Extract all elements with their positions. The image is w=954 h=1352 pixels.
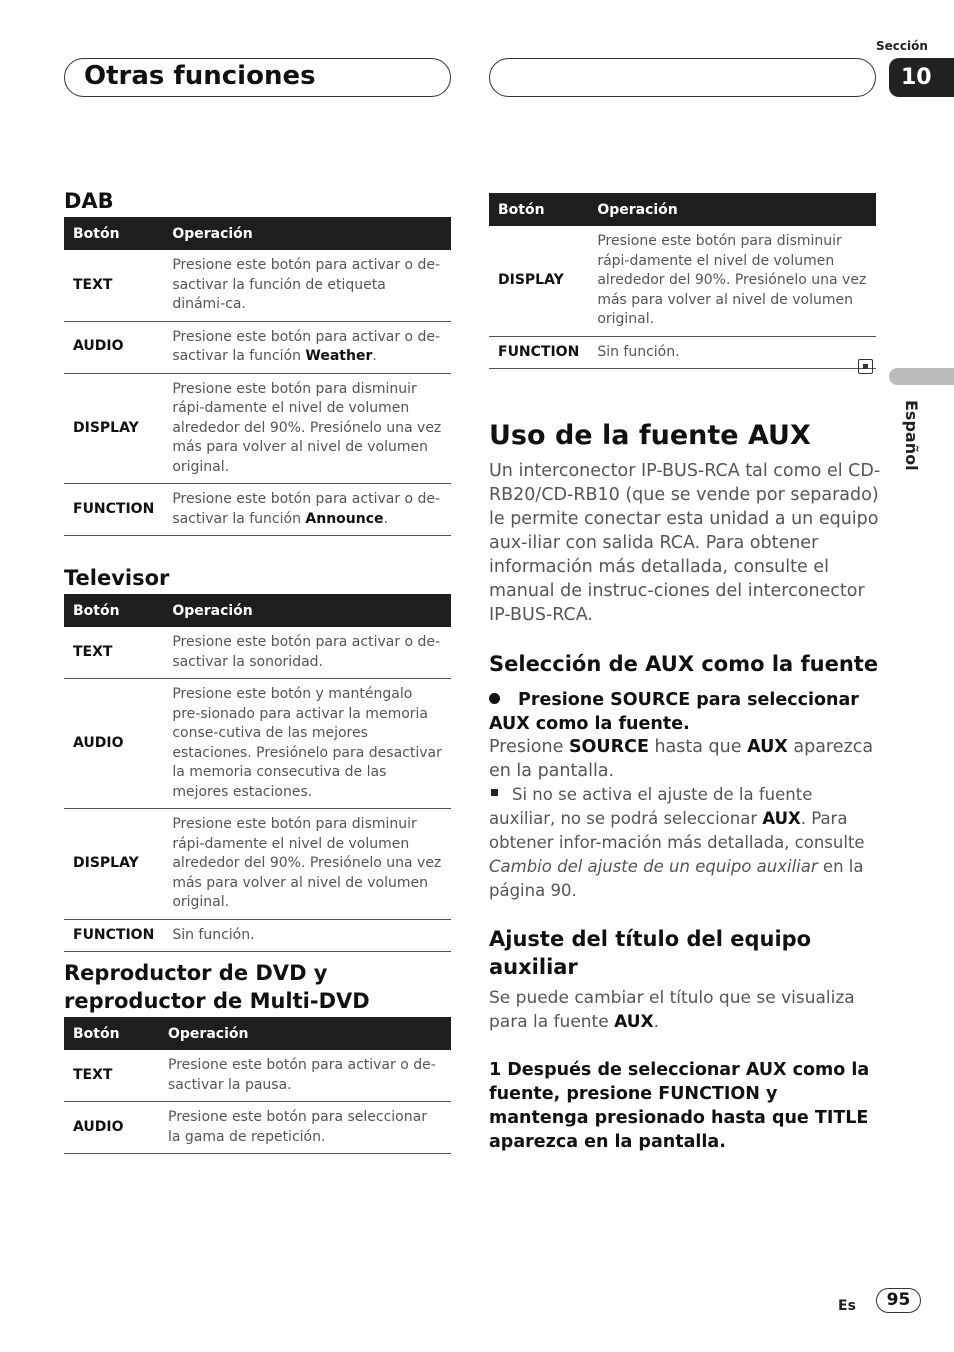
table-row bbox=[64, 627, 451, 679]
col-header-button: Botón bbox=[64, 1017, 159, 1050]
button-cell: TEXT bbox=[64, 1050, 159, 1102]
button-cell: FUNCTION bbox=[64, 484, 163, 536]
col-header-operation: Operación bbox=[163, 217, 451, 250]
operation-cell: Sin función. bbox=[588, 336, 876, 369]
aux-heading: Uso de la fuente AUX bbox=[489, 420, 811, 451]
operation-cell: Sin función. bbox=[163, 919, 451, 952]
section-number-badge: 10 bbox=[889, 58, 954, 97]
select-aux-text: Presione SOURCE hasta que AUX aparezca en la pantalla. bbox=[489, 737, 874, 781]
table-header-row bbox=[64, 1017, 451, 1050]
col-header-operation: Operación bbox=[159, 1017, 451, 1050]
language-label: Español bbox=[902, 400, 921, 471]
operation-cell: Presione este botón para activar o de-sactivar la función de etiqueta dinámi-ca. bbox=[163, 250, 451, 321]
button-cell: AUDIO bbox=[64, 1102, 159, 1154]
operation-cell: Presione este botón para disminuir rápi-damente el nivel de volumen alrededor del 90%. Presiónelo una vez más para volver al nivel de volumen original. bbox=[163, 373, 451, 484]
aux-title-heading: Ajuste del título del equipo auxiliar bbox=[489, 927, 812, 979]
operation-cell: Presione este botón para seleccionar la gama de repetición. bbox=[159, 1102, 451, 1154]
operation-cell: Presione este botón para disminuir rápi-damente el nivel de volumen alrededor del 90%. Presiónelo una vez más para volver al nivel de volumen original. bbox=[588, 226, 876, 336]
dvd-heading: Reproductor de DVD y reproductor de Multi-DVD bbox=[64, 961, 370, 1013]
table-row bbox=[489, 336, 876, 369]
bullet-icon bbox=[489, 693, 500, 704]
dab-heading: DAB bbox=[64, 189, 114, 213]
table-header-row bbox=[64, 594, 451, 627]
operation-cell: Presione este botón para activar o de-sactivar la sonoridad. bbox=[163, 627, 451, 679]
televisor-table bbox=[64, 594, 451, 952]
table-row bbox=[64, 809, 451, 920]
page-number: 95 bbox=[876, 1288, 921, 1313]
table-row bbox=[64, 373, 451, 484]
table-row bbox=[64, 321, 451, 373]
select-aux-note: Si no se activa el ajuste de la fuente auxiliar, no se podrá seleccionar AUX. Para obtener infor-mación más detallada, consulte Cambio del ajuste de un equipo auxiliar en la página 90. bbox=[489, 785, 865, 900]
table-row bbox=[489, 226, 876, 336]
page-title: Otras funciones bbox=[84, 61, 316, 91]
button-cell: AUDIO bbox=[64, 679, 163, 809]
button-cell: TEXT bbox=[64, 250, 163, 321]
language-tab-marker bbox=[889, 368, 954, 385]
table-header-row bbox=[489, 193, 876, 226]
language-tab bbox=[897, 400, 929, 490]
table-header-row bbox=[64, 217, 451, 250]
operation-cell: Presione este botón para activar o de-sactivar la función Announce. bbox=[163, 484, 451, 536]
operation-cell: Presione este botón y manténgalo pre-sionado para activar la memoria conse-cutiva de las mejores estaciones. Presiónelo para desactivar la memoria consecutiva de las mejores estaciones. bbox=[163, 679, 451, 809]
table-row bbox=[64, 919, 451, 952]
col-header-operation: Operación bbox=[163, 594, 451, 627]
button-cell: FUNCTION bbox=[64, 919, 163, 952]
button-cell: TEXT bbox=[64, 627, 163, 679]
operation-cell: Presione este botón para disminuir rápi-damente el nivel de volumen alrededor del 90%. Presiónelo una vez más para volver al nivel de volumen original. bbox=[163, 809, 451, 920]
table-row bbox=[64, 484, 451, 536]
button-cell: DISPLAY bbox=[489, 226, 588, 336]
aux-title-text: Se puede cambiar el título que se visualiza para la fuente AUX. bbox=[489, 988, 855, 1032]
header-blank-box bbox=[489, 58, 876, 97]
select-aux-step: Presione SOURCE para seleccionar AUX como la fuente. bbox=[489, 690, 859, 734]
operation-cell: Presione este botón para activar o de-sactivar la función Weather. bbox=[163, 321, 451, 373]
square-bullet-icon bbox=[491, 789, 498, 796]
select-aux-heading: Selección de AUX como la fuente bbox=[489, 652, 879, 676]
section-end-icon bbox=[858, 359, 873, 374]
table-row bbox=[64, 250, 451, 321]
televisor-heading: Televisor bbox=[64, 566, 170, 590]
aux-intro: Un interconector IP-BUS-RCA tal como el CD-RB20/CD-RB10 (que se vende por separado) le permite conectar esta unidad a un equipo aux-iliar con salida RCA. Para obtener información más detallada, consulte el manual de instruc-ciones del interconector IP-BUS-RCA. bbox=[489, 461, 881, 625]
aux-title-step-1: 1 Después de seleccionar AUX como la fuente, presione FUNCTION y mantenga presionado hasta que TITLE aparezca en la pantalla. bbox=[489, 1060, 870, 1152]
col-header-operation: Operación bbox=[588, 193, 876, 226]
section-label: Sección bbox=[876, 39, 928, 53]
button-cell: DISPLAY bbox=[64, 373, 163, 484]
table-row bbox=[64, 1050, 451, 1102]
table-row bbox=[64, 679, 451, 809]
button-cell: AUDIO bbox=[64, 321, 163, 373]
table-row bbox=[64, 1102, 451, 1154]
operation-cell: Presione este botón para activar o de-sactivar la pausa. bbox=[159, 1050, 451, 1102]
footer-lang-code: Es bbox=[838, 1298, 856, 1314]
dab-table bbox=[64, 217, 451, 536]
button-cell: FUNCTION bbox=[489, 336, 588, 369]
dvd-continued-table bbox=[489, 193, 876, 369]
button-cell: DISPLAY bbox=[64, 809, 163, 920]
col-header-button: Botón bbox=[489, 193, 588, 226]
dvd-table bbox=[64, 1017, 451, 1154]
col-header-button: Botón bbox=[64, 217, 163, 250]
col-header-button: Botón bbox=[64, 594, 163, 627]
